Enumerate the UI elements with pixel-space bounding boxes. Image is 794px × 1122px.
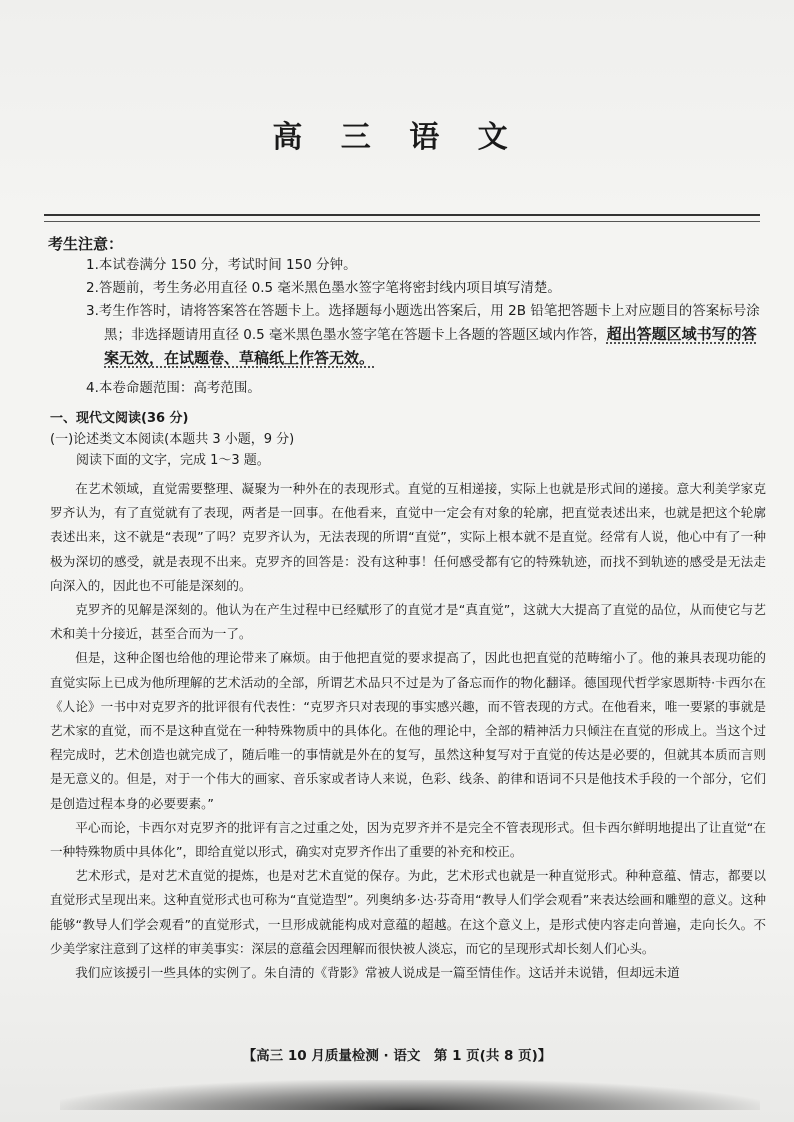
page-footer: 【高三 10 月质量检测 · 语文 第 1 页(共 8 页)】	[242, 1048, 552, 1064]
page-title: 高 三 语 文	[272, 120, 522, 155]
instruction: 阅读下面的文字，完成 1～3 题。	[76, 453, 270, 468]
notice-item-3-text: 3.考生作答时，请将答案答在答题卡上。选择题每小题选出答案后，用 2B 铅笔把答题卡上对应题目的答案标号涂黑；非选择题请用直径 0.5 毫米黑色墨水签字笔在答题卡上各题的答题区域内作答，	[86, 303, 760, 343]
paragraph: 在艺术领域，直觉需要整理、凝聚为一种外在的表现形式。直觉的互相递接，实际上也就是形式间的递接。意大利美学家克罗齐认为，有了直觉就有了表现，两者是一回事。在他看来，直觉中一定会有对象的轮廓，把直觉表述出来，也就是把这个轮廓表述出来，这不就是“表现”了吗？克罗齐认为，无法表现的所谓“直觉”，实际上根本就不是直觉。经常有人说，他心中有了一种极为深切的感受，就是表现不出来。克罗齐的回答是：没有这种事！任何感受都有它的特殊轨迹，而找不到轨迹的感受是无法走向深入的，因此也不可能是深刻的。	[50, 481, 766, 593]
notice-item-3	[86, 300, 766, 371]
notice-heading: 考生注意：	[48, 235, 124, 253]
header-divider	[44, 214, 760, 222]
scan-shadow	[60, 1080, 760, 1110]
paragraph: 克罗齐的见解是深刻的。他认为在产生过程中已经赋形了的直觉才是“真直觉”，这就大大提高了直觉的品位，从而使它与艺术和美十分接近，甚至合而为一了。	[50, 602, 766, 642]
section-header	[50, 408, 766, 471]
notice-item-4: 4.本卷命题范围：高考范围。	[86, 380, 261, 396]
part-title: 一、现代文阅读(36 分)	[50, 411, 189, 426]
sub-title: (一)论述类文本阅读(本题共 3 小题，9 分)	[50, 432, 295, 447]
notice-item-1: 1.本试卷满分 150 分，考试时间 150 分钟。	[86, 257, 357, 273]
paragraph: 我们应该援引一些具体的实例了。朱自清的《背影》常被人说成是一篇至情佳作。这话并未说错，但却远未道	[75, 965, 680, 981]
reading-passage	[50, 477, 766, 985]
paragraph: 艺术形式，是对艺术直觉的提炼，也是对艺术直觉的保存。为此，艺术形式也就是一种直觉形式。种种意蕴、情志，都要以直觉形式呈现出来。这种直觉形式也可称为“直觉造型”。列奥纳多·达·芬奇用“教导人们学会观看”来表达绘画和雕塑的意义。这种能够“教导人们学会观看”的直觉形式，一旦形成就能构成对意蕴的超越。在这个意义上，是形式使内容走向普遍，走向长久。不少美学家注意到了这样的审美事实：深层的意蕴会因理解而很快被人淡忘，而它的呈现形式却长刻人们心头。	[50, 868, 766, 956]
notice-list	[86, 254, 766, 400]
notice-item-2: 2.答题前，考生务必用直径 0.5 毫米黑色墨水签字笔将密封线内项目填写清楚。	[86, 280, 561, 296]
paragraph: 但是，这种企图也给他的理论带来了麻烦。由于他把直觉的要求提高了，因此也把直觉的范畴缩小了。他的兼具表现功能的直觉实际上已成为他所理解的艺术活动的全部，所谓艺术品只不过是为了备忘而作的物化翻译。德国现代哲学家恩斯特·卡西尔在《人论》一书中对克罗齐的批评很有代表性：“克罗齐只对表现的事实感兴趣，而不管表现的方式。在他看来，唯一要紧的事就是艺术家的直觉，而不是这种直觉在一种特殊物质中的具体化。在他的理论中，全部的精神活力只倾注在直觉的形成上。当这个过程完成时，艺术创造也就完成了，随后唯一的事情就是外在的复写，虽然这种复写对于直觉的传达是必要的，但就其本质而言则是无意义的。但是，对于一个伟大的画家、音乐家或者诗人来说，色彩、线条、韵律和语词不只是他技术手段的一个部分，它们是创造过程本身的必要要素。”	[50, 650, 766, 811]
paragraph: 平心而论，卡西尔对克罗齐的批评有言之过重之处，因为克罗齐并不是完全不管表现形式。但卡西尔鲜明地提出了让直觉“在一种特殊物质中具体化”，即给直觉以形式，确实对克罗齐作出了重要的补充和校正。	[50, 819, 766, 860]
notice-item-3-emphasis-text: 超出答题区域书写的答案无效，在试题卷、草稿纸上作答无效。	[104, 325, 757, 367]
